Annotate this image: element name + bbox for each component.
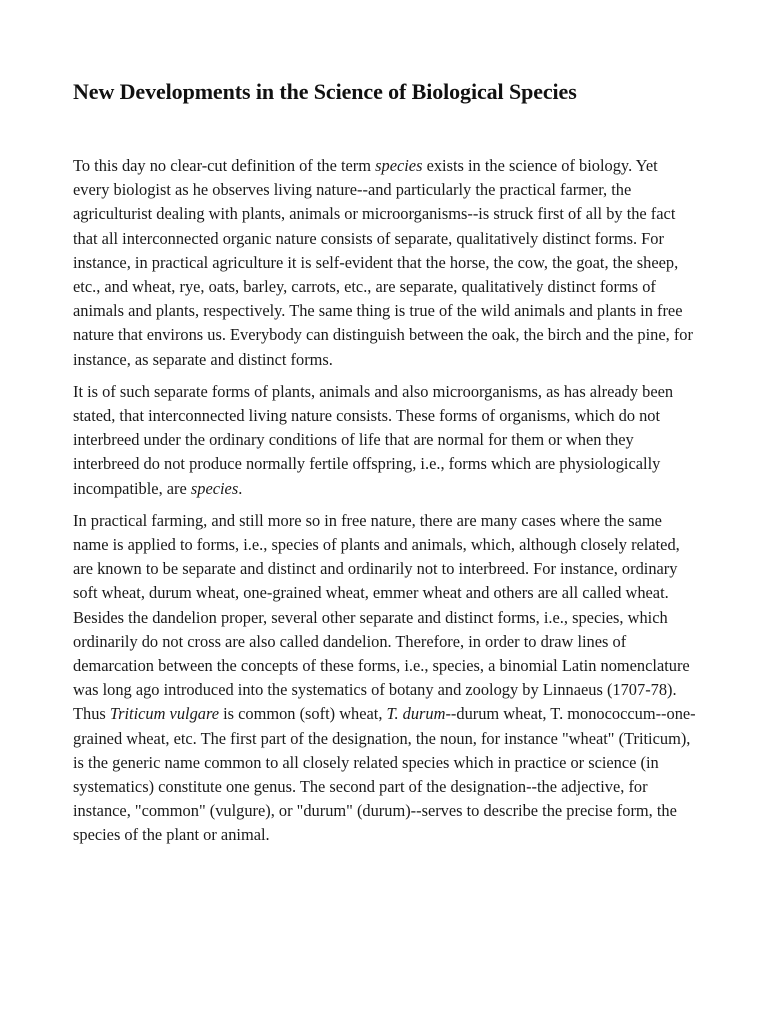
paragraph-3-run-5: --durum wheat, T. monococcum--one-grained wheat, etc. The first part of the designation, the noun, for instance "wheat" (Triticum), is the generic name common to all closely related species which in practice or science (in systematics) constitute one genus. The second part of the designation--the adjective, for instance, "common" (vulgure), or "durum" (durum)--serves to describe the precise form, the species of the plant or animal.: [73, 704, 696, 845]
paragraph-2: [73, 380, 698, 501]
paragraph-2-run-3: .: [238, 478, 243, 498]
paragraph-3-italic-triticum-vulgare: Triticum vulgare: [109, 704, 220, 724]
document-page: [73, 76, 698, 856]
paragraph-1-run-3: exists in the science of biology. Yet every biologist as he observes living nature--and particularly the practical farmer, the agriculturist dealing with plants, animals or microorganisms--is struck first of all by the fact that all interconnected organic nature consists of separate, qualitatively distinct forms. For instance, in practical agriculture it is self-evident that the horse, the cow, the goat, the sheep, etc., and wheat, rye, oats, barley, carrots, etc., are separate, qualitatively distinct forms of animals and plants, respectively. The same thing is true of the wild animals and plants in free nature that environs us. Everybody can distinguish between the oak, the birch and the pine, for instance, as separate and distinct forms.: [73, 156, 693, 369]
paragraph-2-italic-species: species: [190, 478, 239, 498]
paragraph-3-run-1: In practical farming, and still more so in free nature, there are many cases where the same name is applied to forms, i.e., species of plants and animals, which, although closely related, are known to be separate and distinct and ordinarily not to interbreed. For instance, ordinary soft wheat, durum wheat, one-grained wheat, emmer wheat and others are all called wheat. Besides the dandelion proper, several other separate and distinct forms, i.e., species, which ordinarily do not cross are also called dandelion. Therefore, in order to draw lines of demarcation between the concepts of these forms, i.e., species, a binomial Latin nomenclature was long ago introduced into the systematics of botany and zoology by Linnaeus (1707-78). Thus: [73, 510, 690, 724]
paragraph-3-italic-t-durum: T. durum: [386, 704, 446, 724]
paragraph-1-italic-species: species: [375, 156, 423, 175]
paragraph-3-run-3: is common (soft) wheat,: [219, 704, 387, 724]
document-title: New Developments in the Science of Biological Species: [73, 79, 577, 104]
document-body: [73, 154, 698, 848]
paragraph-3: [73, 509, 698, 848]
paragraph-2-run-1: It is of such separate forms of plants, animals and also microorganisms, as has already been stated, that interconnected living nature consists. These forms of organisms, which do not interbreed under the ordinary conditions of life that are normal for them or when they interbreed do not produce normally fertile offspring, i.e., forms which are physiologically incompatible, are: [73, 381, 674, 498]
paragraph-1: [73, 154, 698, 372]
paragraph-1-run-1: To this day no clear-cut definition of the term: [73, 156, 376, 175]
